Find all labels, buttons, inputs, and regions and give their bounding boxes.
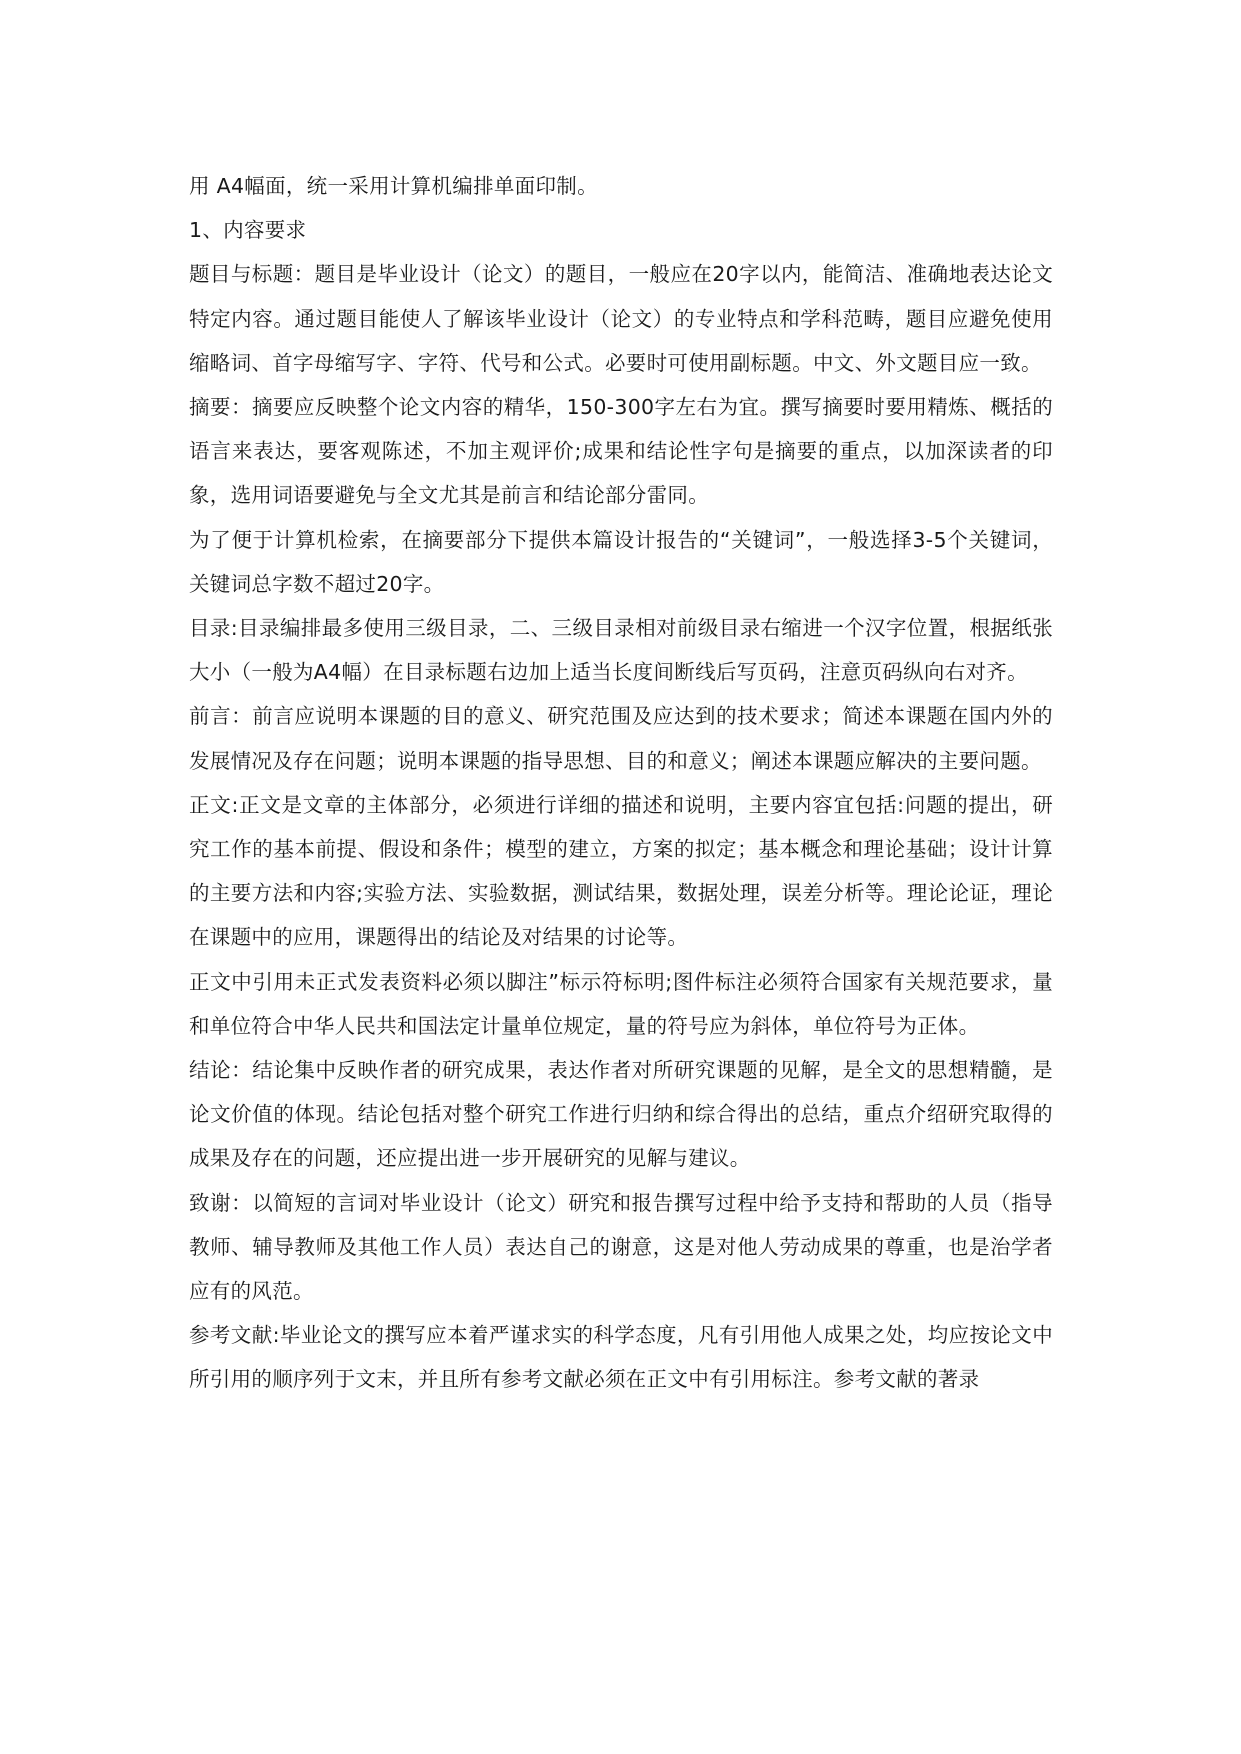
paragraph-conclusion: 结论：结论集中反映作者的研究成果，表达作者对所研究课题的见解，是全文的思想精髓，是论文价值的体现。结论包括对整个研究工作进行归纳和综合得出的总结，重点介绍研究取得的成果及存在的问题，还应提出进一步开展研究的见解与建议。 — [189, 1058, 1053, 1171]
paragraph-acknowledgements: 致谢：以简短的言词对毕业设计（论文）研究和报告撰写过程中给予支持和帮助的人员（指导教师、辅导教师及其他工作人员）表达自己的谢意，这是对他人劳动成果的尊重，也是治学者应有的风范。 — [189, 1190, 1053, 1304]
paragraph-title: 题目与标题：题目是毕业设计（论文）的题目，一般应在20字以内，能简洁、准确地表达论文特定内容。通过题目能使人了解该毕业设计（论文）的专业特点和学科范畴，题目应避免使用缩略词、首字母缩写字、字符、代号和公式。必要时可使用副标题。中文、外文题目应一致。 — [189, 262, 1053, 375]
paragraph-abstract: 摘要：摘要应反映整个论文内容的精华，150-300字左右为宜。撰写摘要时要用精炼、概括的语言来表达，要客观陈述，不加主观评价;成果和结论性字句是摘要的重点，以加深读者的印象，选用词语要避免与全文尤其是前言和结论部分雷同。 — [189, 395, 1053, 508]
paragraph-references: 参考文献:毕业论文的撰写应本着严谨求实的科学态度，凡有引用他人成果之处，均应按论文中所引用的顺序列于文末，并且所有参考文献必须在正文中有引用标注。参考文献的著录 — [189, 1323, 1053, 1392]
document-body — [189, 164, 1053, 1402]
paragraph-table-of-contents: 目录:目录编排最多使用三级目录，二、三级目录相对前级目录右缩进一个汉字位置，根据纸张大小（一般为A4幅）在目录标题右边加上适当长度间断线后写页码，注意页码纵向右对齐。 — [189, 616, 1053, 685]
paragraph-main-text: 正文:正文是文章的主体部分，必须进行详细的描述和说明，主要内容宜包括:问题的提出，研究工作的基本前提、假设和条件；模型的建立，方案的拟定；基本概念和理论基础；设计计算的主要方法和内容;实验方法、实验数据，测试结果，数据处理，误差分析等。理论论证，理论在课题中的应用，课题得出的结论及对结果的讨论等。 — [189, 792, 1053, 950]
section-heading-content-requirements: 1、内容要求 — [189, 218, 307, 243]
paragraph-citation-rules: 正文中引用未正式发表资料必须以脚注”标示符标明;图件标注必须符合国家有关规范要求，量和单位符合中华人民共和国法定计量单位规定，量的符号应为斜体，单位符号为正体。 — [189, 969, 1053, 1038]
paragraph-keywords: 为了便于计算机检索，在摘要部分下提供本篇设计报告的“关键词”，一般选择3-5个关键词，关键词总字数不超过20字。 — [189, 527, 1053, 596]
paragraph-preface: 前言：前言应说明本课题的目的意义、研究范围及应达到的技术要求；简述本课题在国内外的发展情况及存在问题；说明本课题的指导思想、目的和意义；阐述本课题应解决的主要问题。 — [189, 704, 1053, 773]
paragraph-paper-format: 用 A4幅面，统一采用计算机编排单面印制。 — [189, 174, 598, 198]
